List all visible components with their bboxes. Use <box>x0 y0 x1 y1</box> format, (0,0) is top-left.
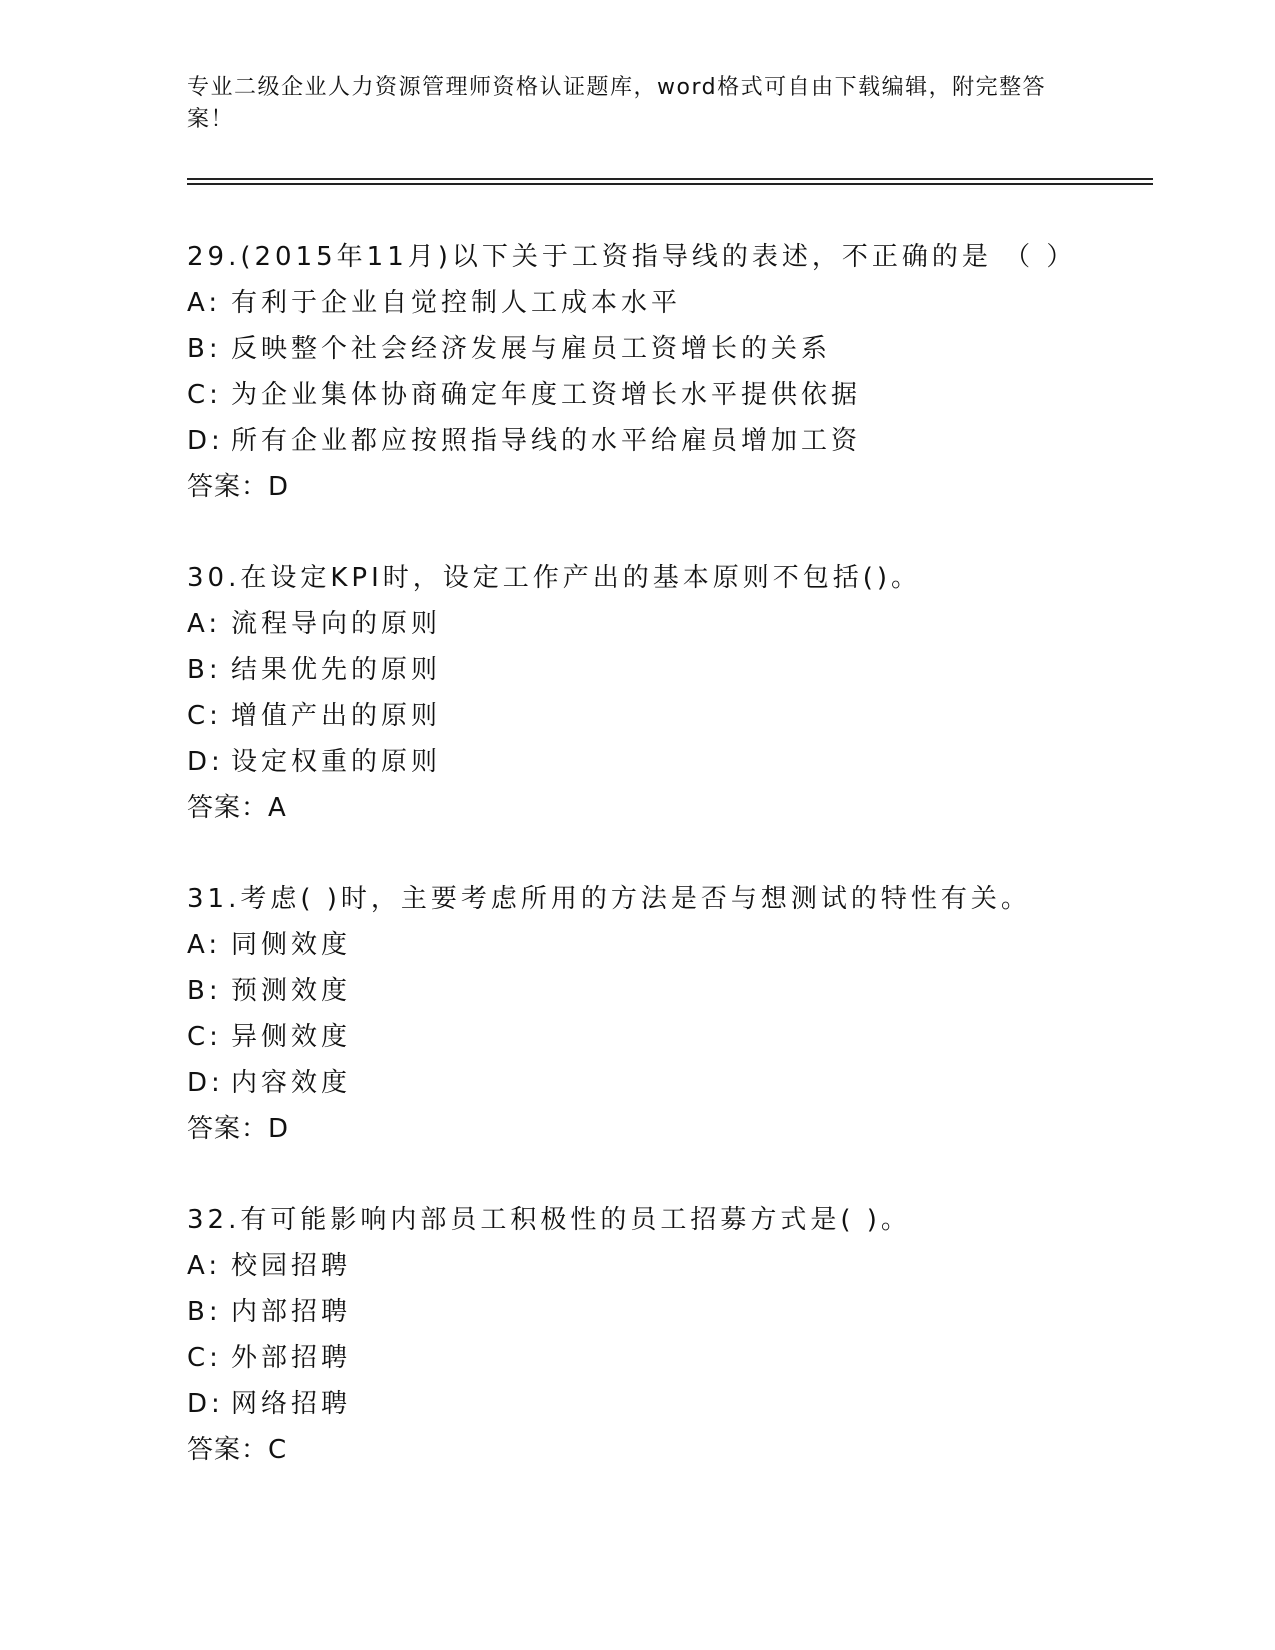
option-a <box>187 601 1147 647</box>
option-c <box>187 693 1147 739</box>
option-d <box>187 1381 1147 1427</box>
option-letter: C: <box>187 1022 222 1052</box>
option-letter: C: <box>187 701 222 731</box>
option-letter: D: <box>187 1068 224 1098</box>
answer-line: 答案：D <box>187 472 290 502</box>
option-text: 设定权重的原则 <box>231 747 442 777</box>
question-29 <box>187 234 1147 510</box>
option-a <box>187 280 1147 326</box>
option-text: 增值产出的原则 <box>231 701 442 731</box>
question-stem: 30.在设定KPI时，设定工作产出的基本原则不包括()。 <box>187 563 922 593</box>
option-letter: D: <box>187 747 224 777</box>
answer-line: 答案：A <box>187 793 287 823</box>
option-letter: A: <box>187 1251 222 1281</box>
option-text: 为企业集体协商确定年度工资增长水平提供依据 <box>231 380 862 410</box>
option-letter: A: <box>187 930 222 960</box>
option-text: 网络招聘 <box>231 1389 352 1419</box>
option-letter: C: <box>187 380 222 410</box>
option-text: 内部招聘 <box>231 1297 352 1327</box>
answer-line: 答案：C <box>187 1435 288 1465</box>
option-text: 同侧效度 <box>231 930 352 960</box>
option-text: 所有企业都应按照指导线的水平给雇员增加工资 <box>231 426 862 456</box>
answer-line: 答案：D <box>187 1114 290 1144</box>
option-a <box>187 1243 1147 1289</box>
option-b <box>187 326 1147 372</box>
document-header: 专业二级企业人力资源管理师资格认证题库，word格式可自由下载编辑，附完整答案！ <box>187 75 1047 132</box>
option-text: 有利于企业自觉控制人工成本水平 <box>231 288 682 318</box>
option-text: 反映整个社会经济发展与雇员工资增长的关系 <box>231 334 832 364</box>
header-rule-bottom <box>187 183 1153 185</box>
option-b <box>187 647 1147 693</box>
option-letter: D: <box>187 426 224 456</box>
option-text: 异侧效度 <box>231 1022 352 1052</box>
option-letter: B: <box>187 655 222 685</box>
option-letter: A: <box>187 609 222 639</box>
option-d <box>187 418 1147 464</box>
option-text: 预测效度 <box>231 976 352 1006</box>
question-32 <box>187 1197 1147 1473</box>
question-30 <box>187 555 1147 831</box>
option-letter: D: <box>187 1389 224 1419</box>
option-d <box>187 739 1147 785</box>
option-a <box>187 922 1147 968</box>
option-letter: B: <box>187 1297 222 1327</box>
option-text: 流程导向的原则 <box>231 609 442 639</box>
option-c <box>187 1014 1147 1060</box>
option-text: 内容效度 <box>231 1068 352 1098</box>
option-text: 结果优先的原则 <box>231 655 442 685</box>
option-letter: B: <box>187 334 222 364</box>
option-b <box>187 1289 1147 1335</box>
question-31 <box>187 876 1147 1152</box>
option-text: 校园招聘 <box>231 1251 352 1281</box>
question-stem: 31.考虑( )时，主要考虑所用的方法是否与想测试的特性有关。 <box>187 884 1031 914</box>
option-d <box>187 1060 1147 1106</box>
option-c <box>187 1335 1147 1381</box>
option-c <box>187 372 1147 418</box>
question-stem: 29.(2015年11月)以下关于工资指导线的表述，不正确的是 （ ） <box>187 242 1077 272</box>
question-stem: 32.有可能影响内部员工积极性的员工招募方式是( )。 <box>187 1205 911 1235</box>
header-rule-top <box>187 178 1153 180</box>
option-letter: A: <box>187 288 222 318</box>
option-b <box>187 968 1147 1014</box>
option-letter: B: <box>187 976 222 1006</box>
option-text: 外部招聘 <box>231 1343 352 1373</box>
option-letter: C: <box>187 1343 222 1373</box>
